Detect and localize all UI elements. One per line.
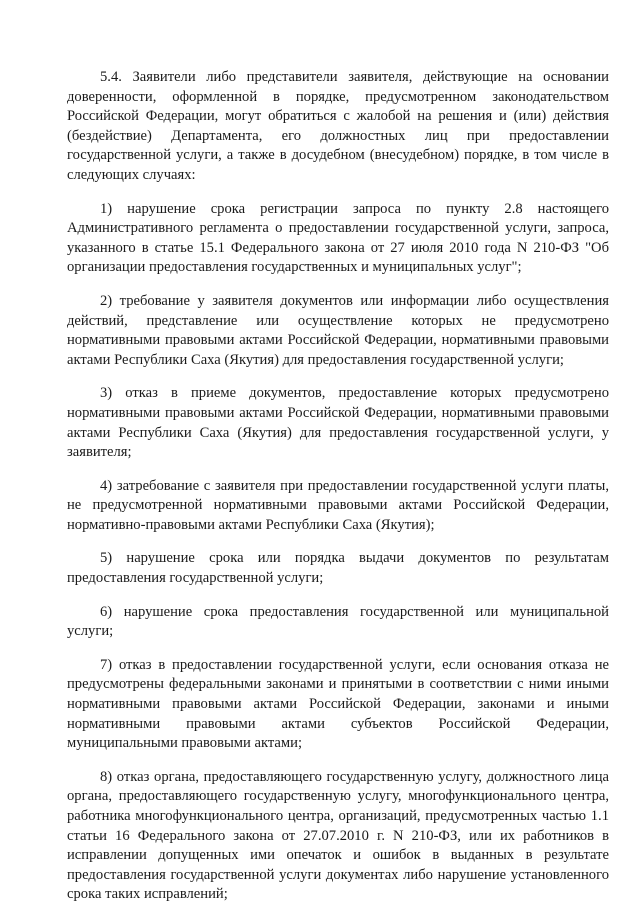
paragraph-5-4-intro: 5.4. Заявители либо представители заявителя, действующие на основании доверенности, оформленной в порядке, предусмотренном законодательством Российской Федерации, могут обратиться с жалобой на решения и (или) действия (бездействие) Департамента, его должностных лиц при предоставлении государственной услуги, а также в досудебном (внесудебном) порядке, в том числе в следующих случаях: (67, 69, 609, 183)
paragraph-item-4: 4) затребование с заявителя при предоставлении государственной услуги платы, не предусмотренной нормативными правовыми актами Российской Федерации, нормативно-правовыми актами Республики Саха (Якутия); (67, 477, 609, 533)
paragraph-item-2: 2) требование у заявителя документов или информации либо осуществления действий, представление или осуществление которых не предусмотрено нормативными правовыми актами Российской Федерации, нормативными правовыми актами Республики Саха (Якутия) для предоставления государственной услуги; (67, 292, 609, 368)
paragraph-item-5: 5) нарушение срока или порядка выдачи документов по результатам предоставления государственной услуги; (67, 550, 609, 587)
paragraph-item-1: 1) нарушение срока регистрации запроса по пункту 2.8 настоящего Административного регламента о предоставлении государственной услуги, запроса, указанного в статье 15.1 Федерального закона от 27 июля 2010 года N 210-ФЗ "Об организации предоставления государственных и муниципальных услуг"; (67, 200, 609, 276)
paragraph-item-8: 8) отказ органа, предоставляющего государственную услугу, должностного лица органа, предоставляющего государственную услугу, многофункционального центра, работника многофункционального центра, организаций, предусмотренных частью 1.1 статьи 16 Федерального закона от 27.07.2010 г. N 210-ФЗ, или их работников в исправлении допущенных ими опечаток и ошибок в выданных в результате предоставления государственной услуги документах либо нарушение установленного срока таких исправлений; (67, 768, 609, 903)
paragraph-item-7: 7) отказ в предоставлении государственной услуги, если основания отказа не предусмотрены федеральными законами и принятыми в соответствии с ними иными нормативными правовыми актами Российской Федерации, законами и иными нормативными правовыми актами субъектов Российской Федерации, муниципальными правовыми актами; (67, 656, 609, 752)
document-page (67, 68, 609, 905)
paragraph-item-6: 6) нарушение срока предоставления государственной или муниципальной услуги; (67, 603, 609, 640)
paragraph-item-3: 3) отказ в приеме документов, предоставление которых предусмотрено нормативными правовыми актами Российской Федерации, нормативными правовыми актами Республики Саха (Якутия) для предоставления государственной услуги, у заявителя; (67, 385, 609, 461)
